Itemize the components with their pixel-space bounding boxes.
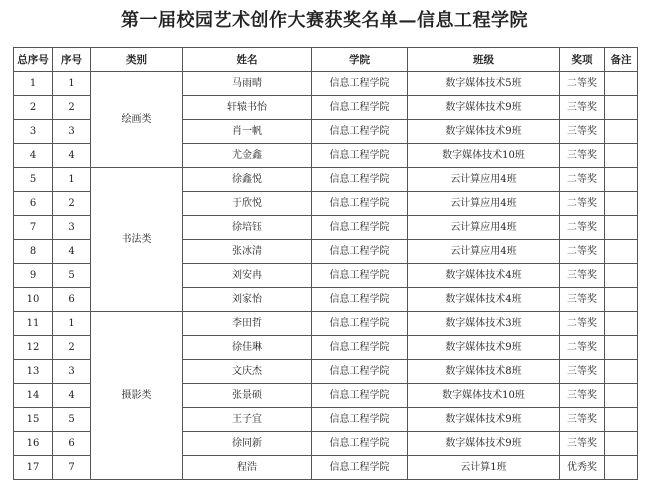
category-cell: 摄影类 xyxy=(91,312,183,480)
note-cell xyxy=(605,432,638,456)
total-no-cell: 17 xyxy=(14,456,53,480)
college-cell: 信息工程学院 xyxy=(312,408,408,432)
total-no-cell: 14 xyxy=(14,384,53,408)
total-no-cell: 16 xyxy=(14,432,53,456)
class-cell: 数字媒体技术9班 xyxy=(408,120,560,144)
name-cell: 程浩 xyxy=(183,456,312,480)
note-cell xyxy=(605,408,638,432)
seq-no-cell: 6 xyxy=(53,288,91,312)
award-cell: 三等奖 xyxy=(560,120,605,144)
seq-no-cell: 7 xyxy=(53,456,91,480)
column-header-class: 班级 xyxy=(408,48,560,72)
column-header-seq-no: 序号 xyxy=(53,48,91,72)
table-body xyxy=(14,72,638,480)
name-cell: 于欣悦 xyxy=(183,192,312,216)
class-cell: 云计算应用4班 xyxy=(408,216,560,240)
total-no-cell: 7 xyxy=(14,216,53,240)
note-cell xyxy=(605,456,638,480)
award-cell: 三等奖 xyxy=(560,360,605,384)
table-row xyxy=(14,168,638,192)
total-no-cell: 1 xyxy=(14,72,53,96)
table-row xyxy=(14,312,638,336)
note-cell xyxy=(605,120,638,144)
college-cell: 信息工程学院 xyxy=(312,168,408,192)
class-cell: 数字媒体技术9班 xyxy=(408,432,560,456)
award-cell: 二等奖 xyxy=(560,216,605,240)
document-title: 第一届校园艺术创作大赛获奖名单—信息工程学院 xyxy=(121,10,528,31)
note-cell xyxy=(605,144,638,168)
total-no-cell: 10 xyxy=(14,288,53,312)
note-cell xyxy=(605,264,638,288)
college-cell: 信息工程学院 xyxy=(312,96,408,120)
class-cell: 数字媒体技术4班 xyxy=(408,264,560,288)
category-cell: 绘画类 xyxy=(91,72,183,168)
note-cell xyxy=(605,96,638,120)
college-cell: 信息工程学院 xyxy=(312,432,408,456)
award-cell: 三等奖 xyxy=(560,144,605,168)
name-cell: 马雨晴 xyxy=(183,72,312,96)
award-cell: 二等奖 xyxy=(560,192,605,216)
college-cell: 信息工程学院 xyxy=(312,120,408,144)
class-cell: 云计算应用4班 xyxy=(408,168,560,192)
total-no-cell: 13 xyxy=(14,360,53,384)
college-cell: 信息工程学院 xyxy=(312,216,408,240)
class-cell: 数字媒体技术3班 xyxy=(408,312,560,336)
college-cell: 信息工程学院 xyxy=(312,192,408,216)
class-cell: 数字媒体技术4班 xyxy=(408,288,560,312)
class-cell: 云计算应用4班 xyxy=(408,192,560,216)
note-cell xyxy=(605,240,638,264)
table-header-row xyxy=(14,48,638,72)
class-cell: 数字媒体技术10班 xyxy=(408,384,560,408)
name-cell: 徐佳琳 xyxy=(183,336,312,360)
seq-no-cell: 3 xyxy=(53,360,91,384)
column-header-note: 备注 xyxy=(605,48,638,72)
seq-no-cell: 6 xyxy=(53,432,91,456)
award-cell: 三等奖 xyxy=(560,264,605,288)
award-cell: 三等奖 xyxy=(560,96,605,120)
college-cell: 信息工程学院 xyxy=(312,384,408,408)
class-cell: 云计算1班 xyxy=(408,456,560,480)
seq-no-cell: 2 xyxy=(53,336,91,360)
college-cell: 信息工程学院 xyxy=(312,360,408,384)
total-no-cell: 8 xyxy=(14,240,53,264)
name-cell: 徐同新 xyxy=(183,432,312,456)
name-cell: 张景硕 xyxy=(183,384,312,408)
college-cell: 信息工程学院 xyxy=(312,312,408,336)
name-cell: 轩辕书怡 xyxy=(183,96,312,120)
name-cell: 徐培钰 xyxy=(183,216,312,240)
column-header-category: 类别 xyxy=(91,48,183,72)
class-cell: 数字媒体技术9班 xyxy=(408,408,560,432)
seq-no-cell: 3 xyxy=(53,120,91,144)
seq-no-cell: 3 xyxy=(53,216,91,240)
college-cell: 信息工程学院 xyxy=(312,240,408,264)
total-no-cell: 6 xyxy=(14,192,53,216)
total-no-cell: 2 xyxy=(14,96,53,120)
note-cell xyxy=(605,336,638,360)
college-cell: 信息工程学院 xyxy=(312,72,408,96)
college-cell: 信息工程学院 xyxy=(312,456,408,480)
total-no-cell: 9 xyxy=(14,264,53,288)
note-cell xyxy=(605,72,638,96)
award-cell: 优秀奖 xyxy=(560,456,605,480)
column-header-college: 学院 xyxy=(312,48,408,72)
seq-no-cell: 4 xyxy=(53,240,91,264)
name-cell: 徐鑫悦 xyxy=(183,168,312,192)
award-cell: 二等奖 xyxy=(560,240,605,264)
column-header-total-no: 总序号 xyxy=(14,48,53,72)
note-cell xyxy=(605,384,638,408)
award-cell: 三等奖 xyxy=(560,408,605,432)
total-no-cell: 3 xyxy=(14,120,53,144)
name-cell: 刘家怡 xyxy=(183,288,312,312)
college-cell: 信息工程学院 xyxy=(312,288,408,312)
note-cell xyxy=(605,288,638,312)
table-row xyxy=(14,72,638,96)
college-cell: 信息工程学院 xyxy=(312,144,408,168)
total-no-cell: 15 xyxy=(14,408,53,432)
seq-no-cell: 1 xyxy=(53,72,91,96)
seq-no-cell: 4 xyxy=(53,144,91,168)
category-cell: 书法类 xyxy=(91,168,183,312)
column-header-award: 奖项 xyxy=(560,48,605,72)
name-cell: 张冰清 xyxy=(183,240,312,264)
seq-no-cell: 2 xyxy=(53,192,91,216)
awards-table xyxy=(13,47,638,480)
note-cell xyxy=(605,216,638,240)
award-cell: 三等奖 xyxy=(560,384,605,408)
total-no-cell: 4 xyxy=(14,144,53,168)
college-cell: 信息工程学院 xyxy=(312,336,408,360)
award-cell: 二等奖 xyxy=(560,312,605,336)
total-no-cell: 11 xyxy=(14,312,53,336)
note-cell xyxy=(605,192,638,216)
name-cell: 王子宜 xyxy=(183,408,312,432)
class-cell: 数字媒体技术5班 xyxy=(408,72,560,96)
award-cell: 二等奖 xyxy=(560,168,605,192)
award-cell: 二等奖 xyxy=(560,72,605,96)
total-no-cell: 5 xyxy=(14,168,53,192)
name-cell: 尤金鑫 xyxy=(183,144,312,168)
seq-no-cell: 1 xyxy=(53,312,91,336)
name-cell: 李田哲 xyxy=(183,312,312,336)
name-cell: 肖一帆 xyxy=(183,120,312,144)
note-cell xyxy=(605,168,638,192)
note-cell xyxy=(605,312,638,336)
name-cell: 文庆杰 xyxy=(183,360,312,384)
award-cell: 二等奖 xyxy=(560,336,605,360)
award-cell: 三等奖 xyxy=(560,288,605,312)
seq-no-cell: 1 xyxy=(53,168,91,192)
class-cell: 数字媒体技术10班 xyxy=(408,144,560,168)
class-cell: 数字媒体技术9班 xyxy=(408,336,560,360)
seq-no-cell: 5 xyxy=(53,408,91,432)
name-cell: 刘安冉 xyxy=(183,264,312,288)
class-cell: 数字媒体技术9班 xyxy=(408,96,560,120)
award-cell: 三等奖 xyxy=(560,432,605,456)
college-cell: 信息工程学院 xyxy=(312,264,408,288)
seq-no-cell: 5 xyxy=(53,264,91,288)
total-no-cell: 12 xyxy=(14,336,53,360)
column-header-name: 姓名 xyxy=(183,48,312,72)
seq-no-cell: 2 xyxy=(53,96,91,120)
class-cell: 云计算应用4班 xyxy=(408,240,560,264)
class-cell: 数字媒体技术8班 xyxy=(408,360,560,384)
note-cell xyxy=(605,360,638,384)
seq-no-cell: 4 xyxy=(53,384,91,408)
